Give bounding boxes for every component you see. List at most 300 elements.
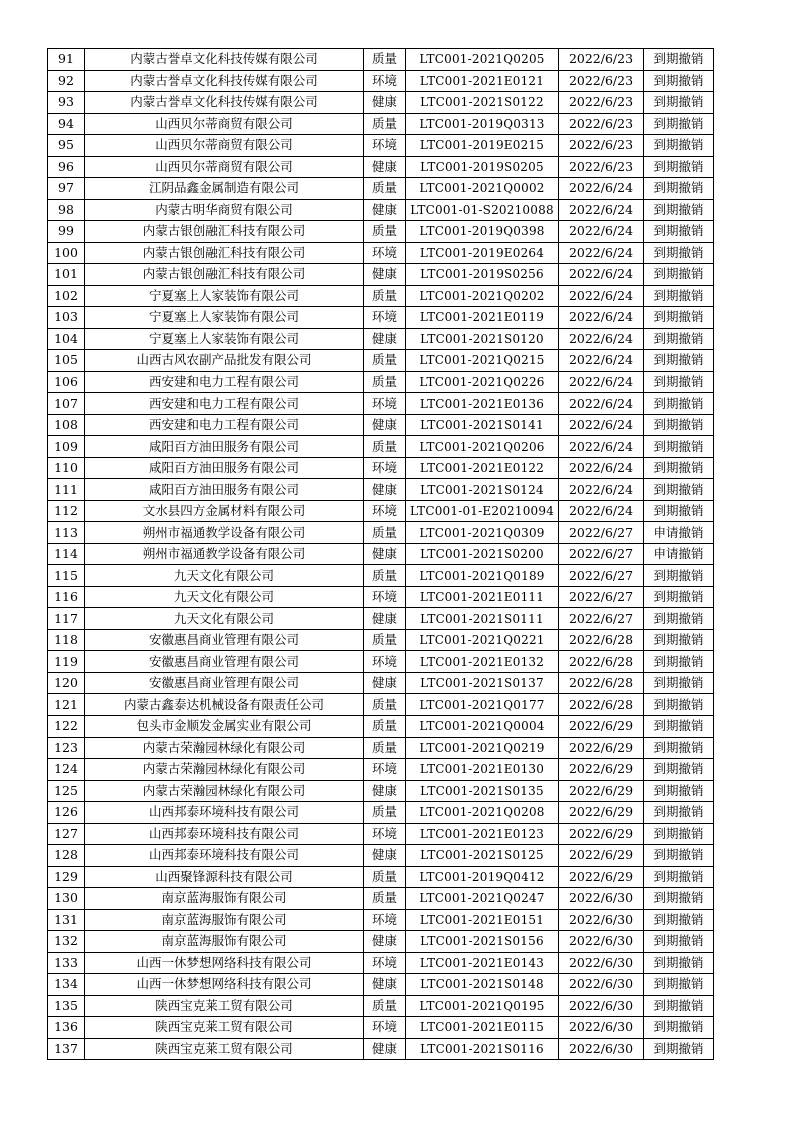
cert-type-cell: 质量 <box>364 866 406 888</box>
table-row <box>48 608 714 630</box>
company-name-cell: 朔州市福通教学设备有限公司 <box>85 522 364 544</box>
revoke-date-cell: 2022/6/30 <box>559 974 644 996</box>
revoke-date-cell: 2022/6/29 <box>559 780 644 802</box>
status-cell: 到期撤销 <box>644 586 714 608</box>
company-name-cell: 宁夏塞上人家装饰有限公司 <box>85 328 364 350</box>
table-row <box>48 307 714 329</box>
cert-number-cell: LTC001-2021S0137 <box>406 672 559 694</box>
status-cell: 到期撤销 <box>644 414 714 436</box>
cert-type-cell: 健康 <box>364 1038 406 1060</box>
status-cell: 到期撤销 <box>644 113 714 135</box>
revoke-date-cell: 2022/6/24 <box>559 221 644 243</box>
company-name-cell: 包头市金顺发金属实业有限公司 <box>85 715 364 737</box>
cert-number-cell: LTC001-2021S0148 <box>406 974 559 996</box>
cert-type-cell: 健康 <box>364 199 406 221</box>
cert-number-cell: LTC001-2021E0130 <box>406 759 559 781</box>
cert-number-cell: LTC001-2021Q0202 <box>406 285 559 307</box>
status-cell: 到期撤销 <box>644 737 714 759</box>
row-number-cell: 131 <box>48 909 85 931</box>
company-name-cell: 九天文化有限公司 <box>85 565 364 587</box>
status-cell: 到期撤销 <box>644 457 714 479</box>
status-cell: 到期撤销 <box>644 952 714 974</box>
cert-type-cell: 环境 <box>364 242 406 264</box>
company-name-cell: 山西一休梦想网络科技有限公司 <box>85 952 364 974</box>
cert-number-cell: LTC001-2021E0115 <box>406 1017 559 1039</box>
company-name-cell: 宁夏塞上人家装饰有限公司 <box>85 307 364 329</box>
revoke-date-cell: 2022/6/24 <box>559 242 644 264</box>
cert-type-cell: 健康 <box>364 92 406 114</box>
cert-type-cell: 质量 <box>364 371 406 393</box>
cert-type-cell: 质量 <box>364 802 406 824</box>
cert-number-cell: LTC001-01-S20210088 <box>406 199 559 221</box>
cert-number-cell: LTC001-2021Q0247 <box>406 888 559 910</box>
company-name-cell: 安徽惠昌商业管理有限公司 <box>85 651 364 673</box>
company-name-cell: 内蒙古鑫泰达机械设备有限责任公司 <box>85 694 364 716</box>
table-row <box>48 156 714 178</box>
company-name-cell: 内蒙古荣瀚园林绿化有限公司 <box>85 737 364 759</box>
table-row <box>48 285 714 307</box>
row-number-cell: 92 <box>48 70 85 92</box>
status-cell: 到期撤销 <box>644 995 714 1017</box>
company-name-cell: 宁夏塞上人家装饰有限公司 <box>85 285 364 307</box>
cert-type-cell: 环境 <box>364 135 406 157</box>
table-row <box>48 135 714 157</box>
table-row <box>48 586 714 608</box>
table-row <box>48 1038 714 1060</box>
revoke-date-cell: 2022/6/23 <box>559 49 644 71</box>
cert-number-cell: LTC001-2019E0264 <box>406 242 559 264</box>
row-number-cell: 117 <box>48 608 85 630</box>
company-name-cell: 内蒙古誉卓文化科技传媒有限公司 <box>85 49 364 71</box>
revoke-date-cell: 2022/6/23 <box>559 135 644 157</box>
cert-type-cell: 健康 <box>364 328 406 350</box>
table-row <box>48 371 714 393</box>
table-row <box>48 522 714 544</box>
row-number-cell: 124 <box>48 759 85 781</box>
table-row <box>48 221 714 243</box>
row-number-cell: 94 <box>48 113 85 135</box>
company-name-cell: 咸阳百方油田服务有限公司 <box>85 457 364 479</box>
table-row <box>48 113 714 135</box>
row-number-cell: 110 <box>48 457 85 479</box>
cert-number-cell: LTC001-2021Q0226 <box>406 371 559 393</box>
table-row <box>48 694 714 716</box>
revoke-date-cell: 2022/6/24 <box>559 328 644 350</box>
revoke-date-cell: 2022/6/30 <box>559 931 644 953</box>
company-name-cell: 陕西宝克莱工贸有限公司 <box>85 995 364 1017</box>
table-row <box>48 651 714 673</box>
company-name-cell: 西安建和电力工程有限公司 <box>85 371 364 393</box>
table-row <box>48 672 714 694</box>
revoke-date-cell: 2022/6/23 <box>559 92 644 114</box>
company-name-cell: 山西聚锋源科技有限公司 <box>85 866 364 888</box>
cert-number-cell: LTC001-2021Q0219 <box>406 737 559 759</box>
cert-type-cell: 健康 <box>364 156 406 178</box>
table-row <box>48 70 714 92</box>
row-number-cell: 99 <box>48 221 85 243</box>
status-cell: 到期撤销 <box>644 1038 714 1060</box>
row-number-cell: 114 <box>48 543 85 565</box>
cert-number-cell: LTC001-2021E0132 <box>406 651 559 673</box>
status-cell: 到期撤销 <box>644 350 714 372</box>
cert-number-cell: LTC001-2021E0119 <box>406 307 559 329</box>
cert-type-cell: 环境 <box>364 307 406 329</box>
company-name-cell: 九天文化有限公司 <box>85 608 364 630</box>
cert-number-cell: LTC001-2021E0123 <box>406 823 559 845</box>
company-name-cell: 内蒙古誉卓文化科技传媒有限公司 <box>85 70 364 92</box>
revoke-date-cell: 2022/6/27 <box>559 586 644 608</box>
revoke-date-cell: 2022/6/23 <box>559 156 644 178</box>
cert-number-cell: LTC001-2021S0122 <box>406 92 559 114</box>
company-name-cell: 内蒙古银创融汇科技有限公司 <box>85 242 364 264</box>
revoke-date-cell: 2022/6/30 <box>559 952 644 974</box>
cert-number-cell: LTC001-2019S0205 <box>406 156 559 178</box>
revoke-date-cell: 2022/6/23 <box>559 113 644 135</box>
table-row <box>48 92 714 114</box>
status-cell: 到期撤销 <box>644 135 714 157</box>
company-name-cell: 内蒙古银创融汇科技有限公司 <box>85 264 364 286</box>
revoke-date-cell: 2022/6/27 <box>559 565 644 587</box>
table-row <box>48 242 714 264</box>
company-name-cell: 朔州市福通教学设备有限公司 <box>85 543 364 565</box>
cert-number-cell: LTC001-2021Q0195 <box>406 995 559 1017</box>
table-row <box>48 974 714 996</box>
revoke-date-cell: 2022/6/30 <box>559 888 644 910</box>
certificate-revocation-table <box>47 48 714 1060</box>
cert-type-cell: 质量 <box>364 715 406 737</box>
cert-number-cell: LTC001-2021S0135 <box>406 780 559 802</box>
company-name-cell: 文水县四方金属材料有限公司 <box>85 500 364 522</box>
cert-type-cell: 健康 <box>364 974 406 996</box>
company-name-cell: 山西贝尔蒂商贸有限公司 <box>85 113 364 135</box>
cert-number-cell: LTC001-2021Q0221 <box>406 629 559 651</box>
cert-number-cell: LTC001-2021E0143 <box>406 952 559 974</box>
cert-type-cell: 质量 <box>364 350 406 372</box>
status-cell: 到期撤销 <box>644 92 714 114</box>
cert-number-cell: LTC001-2021S0124 <box>406 479 559 501</box>
revoke-date-cell: 2022/6/30 <box>559 995 644 1017</box>
status-cell: 到期撤销 <box>644 436 714 458</box>
status-cell: 到期撤销 <box>644 715 714 737</box>
company-name-cell: 江阴品鑫金属制造有限公司 <box>85 178 364 200</box>
row-number-cell: 100 <box>48 242 85 264</box>
company-name-cell: 山西邦泰环境科技有限公司 <box>85 823 364 845</box>
company-name-cell: 南京蓝海服饰有限公司 <box>85 888 364 910</box>
row-number-cell: 121 <box>48 694 85 716</box>
company-name-cell: 山西贝尔蒂商贸有限公司 <box>85 156 364 178</box>
cert-type-cell: 环境 <box>364 651 406 673</box>
row-number-cell: 128 <box>48 845 85 867</box>
row-number-cell: 132 <box>48 931 85 953</box>
table-row <box>48 759 714 781</box>
revoke-date-cell: 2022/6/23 <box>559 70 644 92</box>
row-number-cell: 134 <box>48 974 85 996</box>
row-number-cell: 125 <box>48 780 85 802</box>
status-cell: 到期撤销 <box>644 759 714 781</box>
row-number-cell: 105 <box>48 350 85 372</box>
row-number-cell: 126 <box>48 802 85 824</box>
cert-type-cell: 质量 <box>364 49 406 71</box>
company-name-cell: 山西邦泰环境科技有限公司 <box>85 802 364 824</box>
revoke-date-cell: 2022/6/24 <box>559 414 644 436</box>
table-row <box>48 737 714 759</box>
table-row <box>48 888 714 910</box>
row-number-cell: 91 <box>48 49 85 71</box>
cert-number-cell: LTC001-2021S0120 <box>406 328 559 350</box>
table-row <box>48 350 714 372</box>
table-row <box>48 49 714 71</box>
cert-number-cell: LTC001-2019S0256 <box>406 264 559 286</box>
table-row <box>48 543 714 565</box>
row-number-cell: 133 <box>48 952 85 974</box>
revoke-date-cell: 2022/6/24 <box>559 264 644 286</box>
status-cell: 到期撤销 <box>644 199 714 221</box>
status-cell: 到期撤销 <box>644 1017 714 1039</box>
company-name-cell: 咸阳百方油田服务有限公司 <box>85 436 364 458</box>
row-number-cell: 122 <box>48 715 85 737</box>
table-row <box>48 823 714 845</box>
cert-number-cell: LTC001-2021S0200 <box>406 543 559 565</box>
status-cell: 到期撤销 <box>644 49 714 71</box>
revoke-date-cell: 2022/6/29 <box>559 737 644 759</box>
status-cell: 到期撤销 <box>644 221 714 243</box>
company-name-cell: 九天文化有限公司 <box>85 586 364 608</box>
revoke-date-cell: 2022/6/24 <box>559 199 644 221</box>
revoke-date-cell: 2022/6/24 <box>559 436 644 458</box>
row-number-cell: 98 <box>48 199 85 221</box>
cert-type-cell: 健康 <box>364 264 406 286</box>
cert-number-cell: LTC001-2021Q0189 <box>406 565 559 587</box>
company-name-cell: 安徽惠昌商业管理有限公司 <box>85 672 364 694</box>
cert-number-cell: LTC001-2019Q0412 <box>406 866 559 888</box>
status-cell: 到期撤销 <box>644 823 714 845</box>
cert-number-cell: LTC001-2021S0141 <box>406 414 559 436</box>
row-number-cell: 123 <box>48 737 85 759</box>
table-row <box>48 414 714 436</box>
company-name-cell: 内蒙古银创融汇科技有限公司 <box>85 221 364 243</box>
cert-number-cell: LTC001-2021Q0004 <box>406 715 559 737</box>
revoke-date-cell: 2022/6/28 <box>559 629 644 651</box>
company-name-cell: 山西一休梦想网络科技有限公司 <box>85 974 364 996</box>
row-number-cell: 104 <box>48 328 85 350</box>
company-name-cell: 南京蓝海服饰有限公司 <box>85 909 364 931</box>
revoke-date-cell: 2022/6/30 <box>559 909 644 931</box>
revoke-date-cell: 2022/6/29 <box>559 759 644 781</box>
table-row <box>48 866 714 888</box>
cert-number-cell: LTC001-2021E0136 <box>406 393 559 415</box>
row-number-cell: 112 <box>48 500 85 522</box>
table-row <box>48 909 714 931</box>
cert-type-cell: 健康 <box>364 780 406 802</box>
cert-number-cell: LTC001-2019Q0398 <box>406 221 559 243</box>
table-row <box>48 500 714 522</box>
cert-type-cell: 健康 <box>364 845 406 867</box>
cert-type-cell: 质量 <box>364 522 406 544</box>
table-row <box>48 457 714 479</box>
status-cell: 到期撤销 <box>644 694 714 716</box>
status-cell: 到期撤销 <box>644 931 714 953</box>
cert-type-cell: 环境 <box>364 1017 406 1039</box>
status-cell: 到期撤销 <box>644 70 714 92</box>
status-cell: 到期撤销 <box>644 264 714 286</box>
table-row <box>48 780 714 802</box>
cert-number-cell: LTC001-2021S0111 <box>406 608 559 630</box>
cert-type-cell: 质量 <box>364 113 406 135</box>
cert-number-cell: LTC001-2021Q0205 <box>406 49 559 71</box>
status-cell: 到期撤销 <box>644 479 714 501</box>
row-number-cell: 120 <box>48 672 85 694</box>
status-cell: 到期撤销 <box>644 866 714 888</box>
cert-type-cell: 环境 <box>364 457 406 479</box>
table-row <box>48 715 714 737</box>
status-cell: 到期撤销 <box>644 608 714 630</box>
table-row <box>48 393 714 415</box>
cert-type-cell: 环境 <box>364 909 406 931</box>
status-cell: 到期撤销 <box>644 500 714 522</box>
cert-number-cell: LTC001-2021S0125 <box>406 845 559 867</box>
status-cell: 到期撤销 <box>644 802 714 824</box>
row-number-cell: 129 <box>48 866 85 888</box>
status-cell: 到期撤销 <box>644 371 714 393</box>
cert-number-cell: LTC001-2021E0151 <box>406 909 559 931</box>
revoke-date-cell: 2022/6/30 <box>559 1038 644 1060</box>
company-name-cell: 山西邦泰环境科技有限公司 <box>85 845 364 867</box>
cert-type-cell: 质量 <box>364 436 406 458</box>
row-number-cell: 119 <box>48 651 85 673</box>
status-cell: 到期撤销 <box>644 328 714 350</box>
company-name-cell: 内蒙古荣瀚园林绿化有限公司 <box>85 759 364 781</box>
company-name-cell: 西安建和电力工程有限公司 <box>85 393 364 415</box>
cert-number-cell: LTC001-2021Q0208 <box>406 802 559 824</box>
row-number-cell: 136 <box>48 1017 85 1039</box>
status-cell: 到期撤销 <box>644 629 714 651</box>
revoke-date-cell: 2022/6/24 <box>559 393 644 415</box>
revoke-date-cell: 2022/6/24 <box>559 178 644 200</box>
company-name-cell: 山西贝尔蒂商贸有限公司 <box>85 135 364 157</box>
cert-type-cell: 质量 <box>364 737 406 759</box>
row-number-cell: 109 <box>48 436 85 458</box>
row-number-cell: 96 <box>48 156 85 178</box>
cert-type-cell: 健康 <box>364 608 406 630</box>
status-cell: 到期撤销 <box>644 285 714 307</box>
company-name-cell: 陕西宝克莱工贸有限公司 <box>85 1017 364 1039</box>
row-number-cell: 113 <box>48 522 85 544</box>
table-row <box>48 952 714 974</box>
company-name-cell: 内蒙古明华商贸有限公司 <box>85 199 364 221</box>
company-name-cell: 西安建和电力工程有限公司 <box>85 414 364 436</box>
cert-number-cell: LTC001-2021Q0206 <box>406 436 559 458</box>
row-number-cell: 137 <box>48 1038 85 1060</box>
row-number-cell: 107 <box>48 393 85 415</box>
table-row <box>48 328 714 350</box>
row-number-cell: 103 <box>48 307 85 329</box>
cert-number-cell: LTC001-2021S0116 <box>406 1038 559 1060</box>
revoke-date-cell: 2022/6/29 <box>559 715 644 737</box>
row-number-cell: 118 <box>48 629 85 651</box>
status-cell: 到期撤销 <box>644 565 714 587</box>
company-name-cell: 安徽惠昌商业管理有限公司 <box>85 629 364 651</box>
revoke-date-cell: 2022/6/27 <box>559 543 644 565</box>
row-number-cell: 101 <box>48 264 85 286</box>
cert-type-cell: 环境 <box>364 70 406 92</box>
cert-type-cell: 环境 <box>364 393 406 415</box>
revoke-date-cell: 2022/6/29 <box>559 802 644 824</box>
table-row <box>48 199 714 221</box>
status-cell: 到期撤销 <box>644 780 714 802</box>
cert-type-cell: 健康 <box>364 672 406 694</box>
table-body <box>48 49 714 1060</box>
row-number-cell: 135 <box>48 995 85 1017</box>
row-number-cell: 115 <box>48 565 85 587</box>
cert-type-cell: 质量 <box>364 285 406 307</box>
row-number-cell: 130 <box>48 888 85 910</box>
revoke-date-cell: 2022/6/24 <box>559 285 644 307</box>
cert-type-cell: 健康 <box>364 543 406 565</box>
table-row <box>48 178 714 200</box>
table-row <box>48 845 714 867</box>
revoke-date-cell: 2022/6/27 <box>559 522 644 544</box>
company-name-cell: 咸阳百方油田服务有限公司 <box>85 479 364 501</box>
status-cell: 申请撤销 <box>644 522 714 544</box>
cert-type-cell: 环境 <box>364 823 406 845</box>
status-cell: 到期撤销 <box>644 672 714 694</box>
status-cell: 到期撤销 <box>644 178 714 200</box>
table-row <box>48 995 714 1017</box>
revoke-date-cell: 2022/6/24 <box>559 500 644 522</box>
table-row <box>48 802 714 824</box>
company-name-cell: 内蒙古荣瀚园林绿化有限公司 <box>85 780 364 802</box>
row-number-cell: 116 <box>48 586 85 608</box>
revoke-date-cell: 2022/6/28 <box>559 651 644 673</box>
revoke-date-cell: 2022/6/24 <box>559 350 644 372</box>
cert-number-cell: LTC001-2021E0121 <box>406 70 559 92</box>
revoke-date-cell: 2022/6/24 <box>559 457 644 479</box>
revoke-date-cell: 2022/6/29 <box>559 845 644 867</box>
status-cell: 到期撤销 <box>644 909 714 931</box>
company-name-cell: 内蒙古誉卓文化科技传媒有限公司 <box>85 92 364 114</box>
cert-number-cell: LTC001-01-E20210094 <box>406 500 559 522</box>
status-cell: 到期撤销 <box>644 888 714 910</box>
status-cell: 到期撤销 <box>644 156 714 178</box>
row-number-cell: 108 <box>48 414 85 436</box>
status-cell: 到期撤销 <box>644 974 714 996</box>
company-name-cell: 山西古风农副产品批发有限公司 <box>85 350 364 372</box>
cert-type-cell: 质量 <box>364 995 406 1017</box>
table-row <box>48 479 714 501</box>
cert-type-cell: 环境 <box>364 500 406 522</box>
cert-type-cell: 质量 <box>364 178 406 200</box>
row-number-cell: 95 <box>48 135 85 157</box>
status-cell: 到期撤销 <box>644 845 714 867</box>
cert-type-cell: 环境 <box>364 759 406 781</box>
cert-type-cell: 质量 <box>364 221 406 243</box>
status-cell: 到期撤销 <box>644 242 714 264</box>
cert-type-cell: 环境 <box>364 952 406 974</box>
company-name-cell: 南京蓝海服饰有限公司 <box>85 931 364 953</box>
revoke-date-cell: 2022/6/28 <box>559 672 644 694</box>
revoke-date-cell: 2022/6/30 <box>559 1017 644 1039</box>
cert-number-cell: LTC001-2021E0122 <box>406 457 559 479</box>
row-number-cell: 93 <box>48 92 85 114</box>
table-row <box>48 1017 714 1039</box>
status-cell: 申请撤销 <box>644 543 714 565</box>
cert-type-cell: 环境 <box>364 586 406 608</box>
cert-number-cell: LTC001-2021Q0177 <box>406 694 559 716</box>
revoke-date-cell: 2022/6/27 <box>559 608 644 630</box>
status-cell: 到期撤销 <box>644 651 714 673</box>
cert-number-cell: LTC001-2021Q0215 <box>406 350 559 372</box>
row-number-cell: 111 <box>48 479 85 501</box>
